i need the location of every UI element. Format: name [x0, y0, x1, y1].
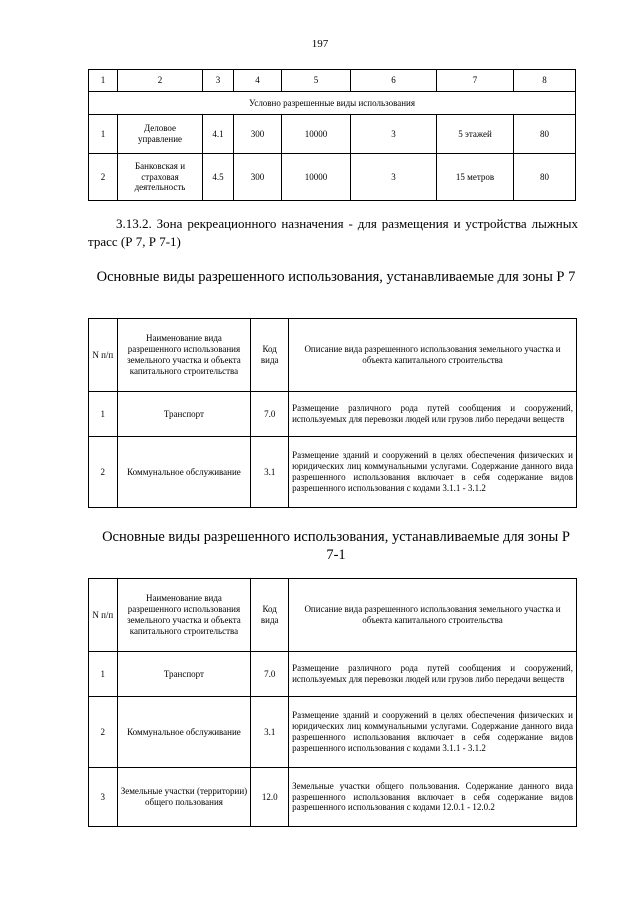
table-row [89, 652, 577, 697]
cell-value: 300 [234, 115, 282, 154]
header-use-name: Наименование вида разрешенного использования земельного участка и объекта капитального строительства [117, 579, 251, 652]
cell-use-name: Земельные участки (территории) общего пользования [117, 768, 251, 827]
cell-use-name: Коммунальное обслуживание [117, 697, 251, 768]
cell-number: 2 [89, 437, 118, 508]
table-zone-r7 [88, 318, 577, 508]
table-row [89, 154, 576, 201]
column-number: 5 [282, 70, 351, 92]
column-number: 1 [89, 70, 118, 92]
cell-height-limit: 5 этажей [437, 115, 514, 154]
cell-code: 4.5 [203, 154, 234, 201]
column-number: 4 [234, 70, 282, 92]
cell-number: 2 [89, 154, 118, 201]
cell-description: Размещение зданий и сооружений в целях обеспечения физических и юридических лиц коммунальными услугами. Содержание данного вида разрешенного использования включает в себя содержание видов разрешенного использования с кодами 3.1.1 - 3.1.2 [289, 437, 577, 508]
table-row [89, 768, 577, 827]
cell-value: 80 [514, 115, 576, 154]
header-number: N п/п [89, 579, 118, 652]
cell-value: 80 [514, 154, 576, 201]
cell-use-name: Транспорт [117, 392, 251, 437]
header-description: Описание вида разрешенного использования земельного участка и объекта капитального строительства [289, 579, 577, 652]
cell-number: 1 [89, 115, 118, 154]
table-zone-r7-1 [88, 578, 577, 827]
cell-code: 4.1 [203, 115, 234, 154]
cell-number: 3 [89, 768, 118, 827]
cell-use-name: Транспорт [117, 652, 251, 697]
cell-number: 1 [89, 652, 118, 697]
header-code: Код вида [251, 579, 289, 652]
table-header-row [89, 579, 577, 652]
column-number: 7 [437, 70, 514, 92]
header-description: Описание вида разрешенного использования земельного участка и объекта капитального строительства [289, 319, 577, 392]
page-number: 197 [311, 38, 329, 50]
table-row [89, 392, 577, 437]
heading-zone-r7-1: Основные виды разрешенного использования, устанавливаемые для зоны Р 7-1 [102, 529, 570, 564]
cell-value: 3 [351, 115, 437, 154]
cell-description: Размещение зданий и сооружений в целях обеспечения физических и юридических лиц коммунальными услугами. Содержание данного вида разрешенного использования включает в себя содержание видов разрешенного использования с кодами 3.1.1 - 3.1.2 [289, 697, 577, 768]
table-row [89, 115, 576, 154]
cell-code: 3.1 [251, 697, 289, 768]
cell-value: 300 [234, 154, 282, 201]
column-number: 3 [203, 70, 234, 92]
cell-description: Размещение различного рода путей сообщения и сооружений, используемых для перевозки людей или грузов либо передачи веществ [289, 392, 577, 437]
cell-code: 3.1 [251, 437, 289, 508]
cell-code: 7.0 [251, 652, 289, 697]
cell-number: 1 [89, 392, 118, 437]
table-conditional-uses [88, 69, 576, 201]
cell-description: Размещение различного рода путей сообщения и сооружений, используемых для перевозки людей или грузов либо передачи веществ [289, 652, 577, 697]
cell-value: 10000 [282, 115, 351, 154]
cell-description: Земельные участки общего пользования. Содержание данного вида разрешенного использования включает в себя содержание видов разрешенного использования с кодами 12.0.1 - 12.0.2 [289, 768, 577, 827]
section-title: Условно разрешенные виды использования [89, 92, 576, 115]
cell-code: 12.0 [251, 768, 289, 827]
cell-use-name: Банковская и страховая деятельность [118, 154, 203, 201]
cell-height-limit: 15 метров [437, 154, 514, 201]
header-code: Код вида [251, 319, 289, 392]
header-use-name: Наименование вида разрешенного использования земельного участка и объекта капитального строительства [117, 319, 251, 392]
cell-use-name: Деловое управление [118, 115, 203, 154]
cell-code: 7.0 [251, 392, 289, 437]
zone-paragraph: 3.13.2. Зона рекреационного назначения - для размещения и устройства лыжных трасс (Р 7, Р 7-1) [88, 216, 578, 249]
column-number: 2 [118, 70, 203, 92]
table-header-row [89, 319, 577, 392]
heading-zone-r7: Основные виды разрешенного использования, устанавливаемые для зоны Р 7 [96, 269, 576, 285]
column-number: 8 [514, 70, 576, 92]
cell-number: 2 [89, 697, 118, 768]
cell-value: 10000 [282, 154, 351, 201]
table-header-row [89, 70, 576, 92]
cell-use-name: Коммунальное обслуживание [117, 437, 251, 508]
header-number: N п/п [89, 319, 118, 392]
table-row [89, 437, 577, 508]
cell-value: 3 [351, 154, 437, 201]
table-row [89, 697, 577, 768]
column-number: 6 [351, 70, 437, 92]
